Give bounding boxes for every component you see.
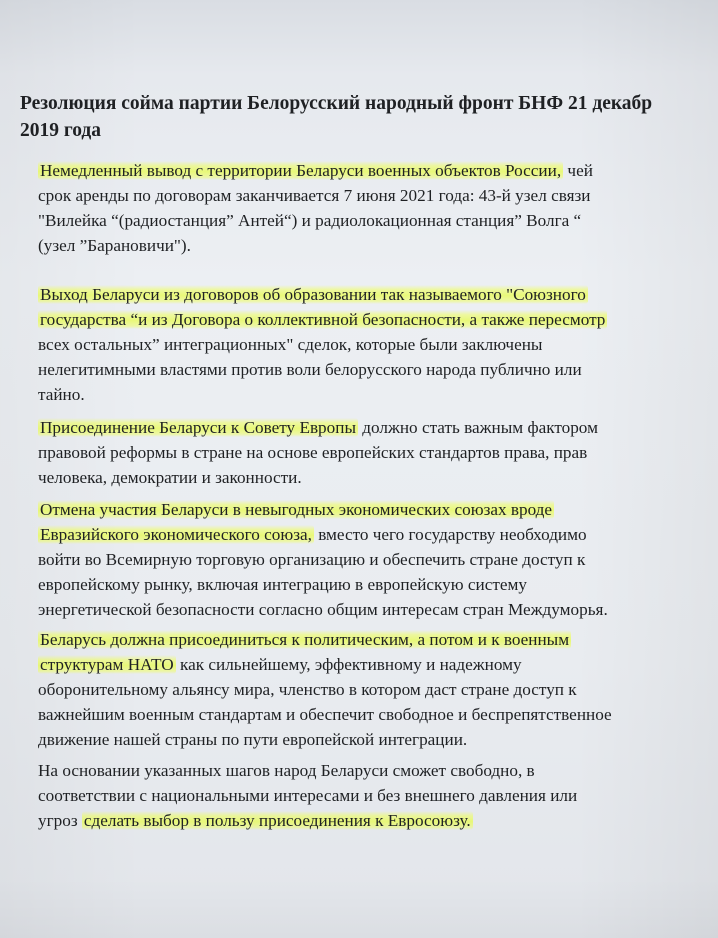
text-line: тайно.	[38, 385, 85, 404]
text-line: войти во Всемирную торговую организацию и обеспечить стране доступ к	[38, 550, 586, 569]
paragraph-nato	[38, 627, 708, 752]
text: как сильнейшему, эффективному и надежному	[175, 655, 522, 674]
text: чей	[563, 161, 593, 180]
paragraph-russian-military-withdrawal	[38, 158, 708, 258]
highlight: структурам НАТО	[40, 655, 174, 674]
highlight: Отмена участия Беларуси в невыгодных экономических союзах вроде	[40, 500, 553, 519]
text-line: нелегитимными властями против воли белорусского народа публично или	[38, 360, 582, 379]
paragraph-economic-unions	[38, 497, 708, 622]
text-line: всех остальных” интеграционных" сделок, которые были заключены	[38, 335, 543, 354]
title-line-2: 2019 года	[20, 120, 102, 141]
text: вместо чего государству необходимо	[313, 525, 587, 544]
document-title	[20, 90, 718, 144]
text-line: "Вилейка “(радиостанция” Антей“) и радиолокационная станция” Волга “	[38, 211, 582, 230]
text: должно стать важным фактором	[358, 418, 598, 437]
highlight: Присоединение Беларуси к Совету Европы	[40, 418, 356, 437]
text-line: энергетической безопасности согласно общим интересам стран Междуморья.	[38, 600, 608, 619]
text-line: правовой реформы в стране на основе европейских стандартов права, прав	[38, 443, 588, 462]
text-line: срок аренды по договорам заканчивается 7 июня 2021 года: 43-й узел связи	[38, 186, 591, 205]
paragraph-union-state-exit	[38, 282, 708, 407]
paragraph-council-of-europe	[38, 415, 708, 490]
text-line: важнейшим военным стандартам и обеспечит свободное и беспрепятственное	[38, 705, 612, 724]
text-line: европейскому рынку, включая интеграцию в европейскую систему	[38, 575, 527, 594]
text-line: (узел ”Барановичи").	[38, 236, 191, 255]
text-line: движение нашей страны по пути европейской интеграции.	[38, 730, 468, 749]
highlight: Выход Беларуси из договоров об образовании так называемого "Союзного	[40, 285, 586, 304]
highlight: сделать выбор в пользу присоединения к Евросоюзу.	[83, 811, 471, 830]
text-line: человека, демократии и законности.	[38, 468, 302, 487]
page-shadow	[0, 878, 718, 938]
text-line: оборонительному альянсу мира, членство в котором даст стране доступ к	[38, 680, 577, 699]
paragraph-eu-choice	[38, 758, 708, 833]
text-line: соответствии с национальными интересами и без внешнего давления или	[38, 786, 578, 805]
title-line-1: Резолюция сойма партии Белорусский народный фронт БНФ 21 декабр	[20, 93, 653, 114]
highlight: Немедленный вывод с территории Беларуси военных объектов России,	[40, 161, 562, 180]
highlight: Евразийского экономического союза,	[40, 525, 312, 544]
highlight: Беларусь должна присоединиться к политическим, а потом и к военным	[40, 630, 570, 649]
highlight: государства “и из Договора о коллективной безопасности, а также пересмотр	[40, 310, 606, 329]
text: угроз	[38, 811, 82, 830]
text-line: На основании указанных шагов народ Беларуси сможет свободно, в	[38, 761, 535, 780]
